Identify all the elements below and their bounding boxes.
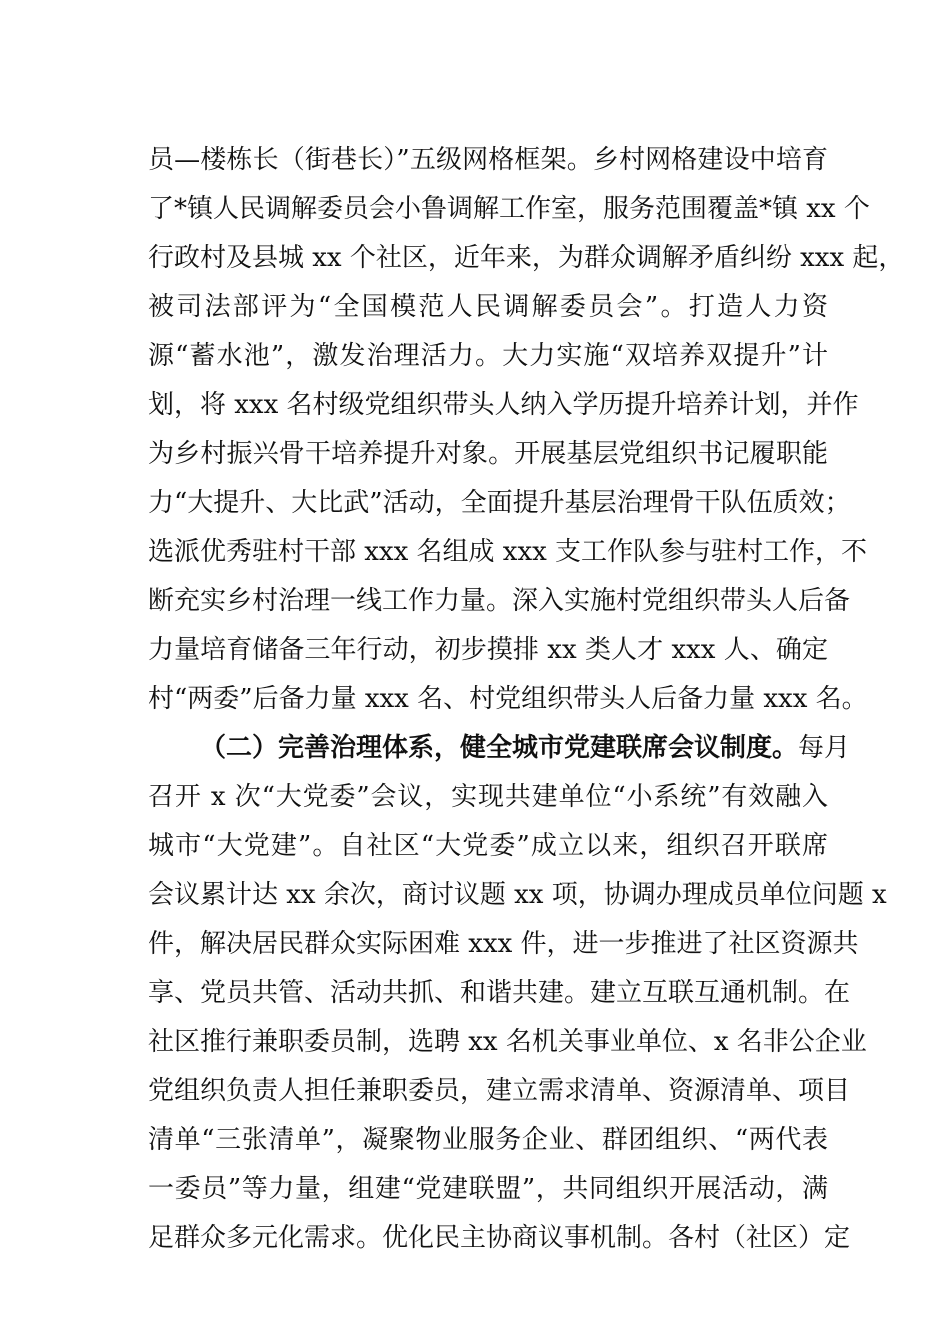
paragraph-2-line-8: 党组织负责人担任兼职委员，建立需求清单、资源清单、项目 — [148, 1076, 851, 1106]
paragraph-1-line-8: 力“大提升、大比武”活动，全面提升基层治理骨干队伍质效； — [148, 488, 851, 518]
paragraph-2-line-10: 一委员”等力量，组建“党建联盟”，共同组织开展活动，满 — [148, 1174, 828, 1204]
paragraph-1-line-10: 断充实乡村治理一线工作力量。深入实施村党组织带头人后备 — [148, 586, 851, 616]
paragraph-1-line-7: 为乡村振兴骨干培养提升对象。开展基层党组织书记履职能 — [148, 439, 828, 469]
paragraph-1-line-4: 被司法部评为“全国模范人民调解委员会”。打造人力资 — [148, 292, 828, 322]
paragraph-1-line-2: 了*镇人民调解委员会小鲁调解工作室，服务范围覆盖*镇 xx 个 — [148, 194, 870, 224]
paragraph-1-line-12: 村“两委”后备力量 xxx 名、村党组织带头人后备力量 xxx 名。 — [148, 684, 868, 714]
paragraph-2-line-9: 清单“三张清单”，凝聚物业服务企业、群团组织、“两代表 — [148, 1125, 828, 1155]
paragraph-2-line-2: 召开 x 次“大党委”会议，实现共建单位“小系统”有效融入 — [148, 782, 828, 812]
paragraph-2-line-7: 社区推行兼职委员制，选聘 xx 名机关事业单位、x 名非公企业 — [148, 1027, 867, 1057]
paragraph-1-line-5: 源“蓄水池”，激发治理活力。大力实施“双培养双提升”计 — [148, 341, 828, 371]
paragraph-2-line-5: 件，解决居民群众实际困难 xxx 件，进一步推进了社区资源共 — [148, 929, 859, 959]
paragraph-1-line-1: 员—楼栋长（街巷长）”五级网格框架。乡村网格建设中培育 — [148, 145, 828, 175]
paragraph-2-line-11: 足群众多元化需求。优化民主协商议事机制。各村（社区）定 — [148, 1223, 851, 1253]
paragraph-1-line-9: 选派优秀驻村干部 xxx 名组成 xxx 支工作队参与驻村工作，不 — [148, 537, 868, 567]
paragraph-2-line-4: 会议累计达 xx 余次，商讨议题 xx 项，协调办理成员单位问题 x — [148, 880, 887, 910]
paragraph-2-heading-line — [200, 726, 851, 770]
paragraph-2-line-1-rest: 每月 — [798, 733, 851, 763]
section-heading: （二）完善治理体系，健全城市党建联席会议制度。 — [200, 733, 799, 763]
paragraph-1-line-6: 划，将 xxx 名村级党组织带头人纳入学历提升培养计划，并作 — [148, 390, 859, 420]
paragraph-2-line-3: 城市“大党建”。自社区“大党委”成立以来，组织召开联席 — [148, 831, 828, 861]
paragraph-1-line-11: 力量培育储备三年行动，初步摸排 xx 类人才 xxx 人、确定 — [148, 635, 828, 665]
paragraph-1-line-3: 行政村及县城 xx 个社区，近年来，为群众调解矛盾纠纷 xxx 起， — [148, 243, 905, 273]
paragraph-2-line-6: 享、党员共管、活动共抓、和谐共建。建立互联互通机制。在 — [148, 978, 851, 1008]
